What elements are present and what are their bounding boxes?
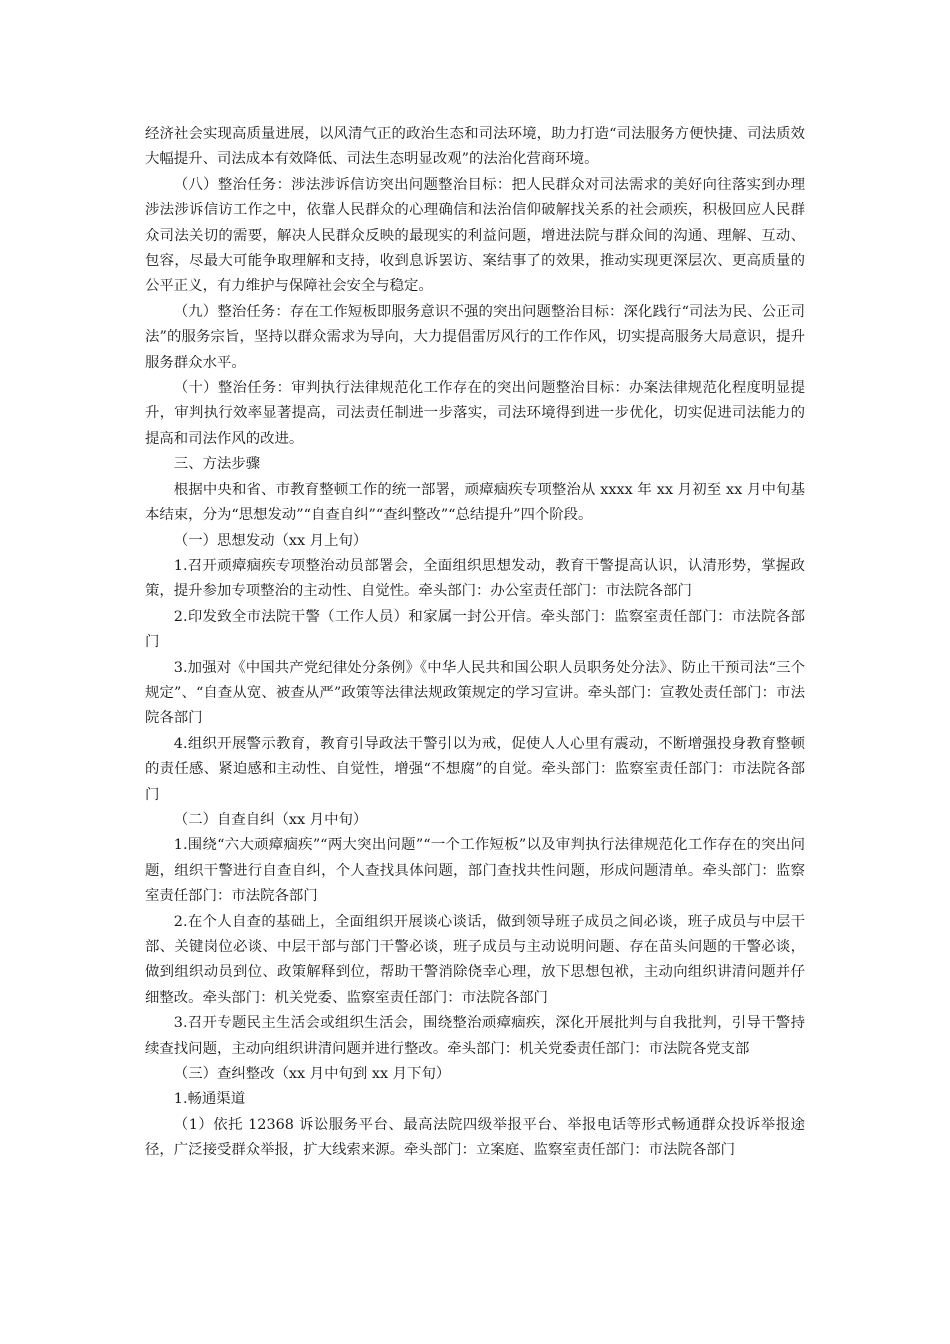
paragraph: 根据中央和省、市教育整顿工作的统一部署，顽瘴痼疾专项整治从 xxxx 年 xx 月初至 xx 月中旬基本结束，分为“思想发动”“自查自纠”“查纠整改”“总结提升”四个阶段。: [145, 481, 805, 524]
paragraph: （三）查纠整改（xx 月中旬到 xx 月下旬）: [173, 1066, 451, 1083]
paragraph: 1.围绕“六大顽瘴痼疾”“两大突出问题”“一个工作短板”以及审判执行法律规范化工作存在的突出问题，组织干警进行自查自纠，个人查找具体问题，部门查找共性问题，形成问题清单。牵头部门：监察室责任部门：市法院各部门: [145, 837, 805, 905]
paragraph: 经济社会实现高质量进展，以风清气正的政治生态和司法环境，助力打造“司法服务方便快捷、司法质效大幅提升、司法成本有效降低、司法生态明显改观”的法治化营商环境。: [145, 126, 805, 168]
paragraph: 2.印发致全市法院干警（工作人员）和家属一封公开信。牵头部门：监察室责任部门：市法院各部门: [145, 608, 805, 651]
paragraph: 1.召开顽瘴痼疾专项整治动员部署会，全面组织思想发动，教育干警提高认识，认清形势，掌握政策，提升参加专项整治的主动性、自觉性。牵头部门：办公室责任部门：市法院各部门: [145, 557, 805, 600]
paragraph: （1）依托 12368 诉讼服务平台、最高法院四级举报平台、举报电话等形式畅通群众投诉举报途径，广泛接受群众举报，扩大线索来源。牵头部门：立案庭、监察室责任部门：市法院各部门: [145, 1116, 805, 1159]
paragraph: （八）整治任务：涉法涉诉信访突出问题整治目标：把人民群众对司法需求的美好向往落实到办理涉法涉诉信访工作之中，依靠人民群众的心理确信和法治信仰破解找关系的社会顽疾，积极回应人民群众司法关切的需要，解决人民群众反映的最现实的利益问题，增进法院与群众间的沟通、理解、互动、包容，尽最大可能争取理解和支持，收到息诉罢访、案结事了的效果，推动实现更深层次、更高质量的公平正义，有力维护与保障社会安全与稳定。: [145, 176, 805, 295]
paragraph: （九）整治任务：存在工作短板即服务意识不强的突出问题整治目标：深化践行“司法为民、公正司法”的服务宗旨，坚持以群众需求为导向，大力提倡雷厉风行的工作作风，切实提高服务大局意识，提升服务群众水平。: [145, 303, 805, 371]
paragraph: 1.畅通渠道: [173, 1091, 246, 1108]
paragraph: 3.召开专题民主生活会或组织生活会，围绕整治顽瘴痼疾，深化开展批判与自我批判，引导干警持续查找问题，主动向组织讲清问题并进行整改。牵头部门：机关党委责任部门：市法院各党支部: [145, 1015, 805, 1057]
paragraph: （二）自查自纠（xx 月中旬）: [173, 811, 368, 828]
paragraph: 3.加强对《中国共产党纪律处分条例》《中华人民共和国公职人员职务处分法》、防止干预司法“三个规定”、“自查从宽、被查从严”政策等法律法规政策规定的学习宣讲。牵头部门：宣教处责任部门：市法院各部门: [145, 659, 805, 727]
paragraph: （一）思想发动（xx 月上旬）: [173, 532, 368, 549]
paragraph: 4.组织开展警示教育，教育引导政法干警引以为戒，促使人人心里有震动，不断增强投身教育整顿的责任感、紧迫感和主动性、自觉性，增强“不想腐”的自觉。牵头部门：监察室责任部门：市法院各部门: [145, 735, 805, 803]
paragraph: 三、方法步骤: [173, 456, 261, 473]
document-body: [145, 122, 805, 1164]
paragraph: （十）整治任务：审判执行法律规范化工作存在的突出问题整治目标：办案法律规范化程度明显提升，审判执行效率显著提高，司法责任制进一步落实，司法环境得到进一步优化，切实促进司法能力的提高和司法作风的改进。: [145, 380, 805, 447]
paragraph: 2.在个人自查的基础上，全面组织开展谈心谈话，做到领导班子成员之间必谈，班子成员与中层干部、关键岗位必谈、中层干部与部门干警必谈，班子成员与主动说明问题、存在苗头问题的干警必谈，做到组织动员到位、政策解释到位，帮助干警消除侥幸心理，放下思想包袱，主动向组织讲清问题并仔细整改。牵头部门：机关党委、监察室责任部门：市法院各部门: [145, 913, 805, 1006]
